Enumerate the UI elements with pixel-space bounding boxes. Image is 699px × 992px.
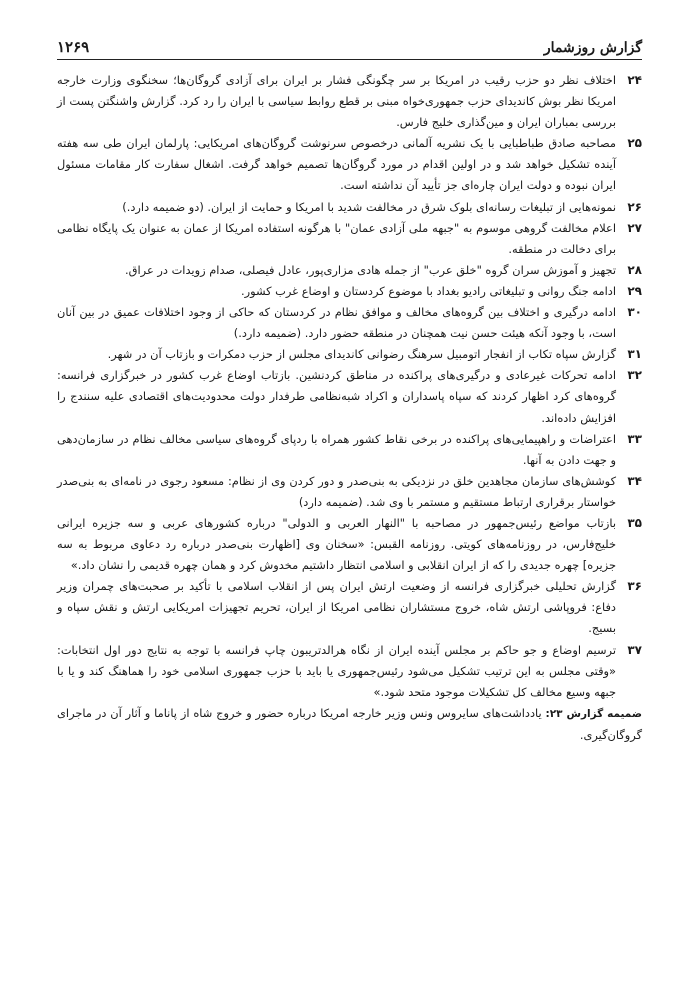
item-number: ۳۱: [627, 347, 642, 362]
item-number: ۳۳: [627, 431, 642, 446]
report-item: [57, 260, 642, 281]
item-text: تجهیز و آموزش سران گروه "خلق عرب" از جمله هادی مزاری‌پور، عادل فیصلی، صدام زویدات در عراق.: [125, 262, 616, 277]
report-item-list: [57, 70, 642, 703]
appendix-text: یادداشت‌های سایروس ونس وزیر خارجه امریکا درباره حضور و خروج شاه از پاناما و آثار آن در ماجرای گروگان‌گیری.: [57, 705, 642, 742]
report-item: [57, 471, 642, 513]
item-number: ۲۵: [627, 136, 642, 151]
item-number: ۲۷: [627, 220, 642, 235]
item-text: نمونه‌هایی از تبلیغات رسانه‌ای بلوک شرق در مخالفت شدید با امریکا و حمایت از ایران. (دو ضمیمه دارد.): [122, 199, 616, 214]
item-number: ۲۸: [627, 262, 642, 277]
report-item: [57, 640, 642, 703]
item-text: ترسیم اوضاع و جو حاکم بر مجلس آینده ایران از نگاه هرالدتریبون چاپ فرانسه با توجه به نتایج دور اول انتخابات: «وقتی مجلس به این ترتیب تشکیل می‌شود رئیس‌جمهوری یا باید با حزب جمهوری اسلامی خود را هماهنگ کند و یا با جبهه وسیع مخالف کل تشکیلات موجود متحد شود.»: [57, 642, 616, 699]
appendix-label: ضمیمه گزارش ۲۳:: [545, 707, 642, 720]
item-text: ادامه جنگ روانی و تبلیغاتی رادیو بغداد با موضوع کردستان و اوضاع غرب کشور.: [240, 283, 616, 298]
item-number: ۲۴: [627, 73, 642, 87]
item-number: ۳۶: [627, 579, 642, 594]
item-text: کوشش‌های سازمان مجاهدین خلق در نزدیکی به بنی‌صدر و دور کردن وی از نظام: مسعود رجوی در نامه‌ای به بنی‌صدر خواستار برقراری ارتباط مستقیم و مستمر با وی شد. (ضمیمه دارد): [57, 473, 616, 509]
report-item: [57, 429, 642, 471]
report-item: [57, 133, 642, 196]
item-text: اختلاف نظر دو حزب رقیب در امریکا بر سر چگونگی فشار بر ایران برای آزادی گروگان‌ها؛ سخنگوی وزارت خارجه امریکا نظر بوش کاندیدای حزب جمهوری‌خواه مبنی بر قطع روابط سیاسی با ایران را رد کرد. گزارش واشنگتن پست از بررسی بمباران ایران و مین‌گذاری خلیج فارس.: [57, 73, 616, 130]
item-number: ۳۰: [627, 305, 642, 320]
item-text: گزارش تحلیلی خبرگزاری فرانسه از وضعیت ارتش ایران پس از انقلاب اسلامی با تأکید بر صحبت‌های چمران وزیر دفاع: فروپاشی ارتش شاه، خروج مستشاران نظامی امریکا از ایران، تحریم تجهیزات امریکایی ارتش و نقش سپاه و بسیج.: [57, 579, 616, 636]
item-text: بازتاب مواضع رئیس‌جمهور در مصاحبه با "النهار العربی و الدولی" درباره کشورهای عربی و سه جزیره ایرانی خلیج‌فارس، در روزنامه‌های کویتی. روزنامه القبس: «سخنان وی [اظهارت بنی‌صدر درباره رد دعاوی مربوط به سه جزیره] چهره جدیدی را که از ایران انقلابی و اسلامی انتظار داشتیم مخدوش کرد و همان چهره قدیمی را نشان داد.»: [57, 515, 616, 573]
appendix-note: [57, 703, 642, 746]
report-item: [57, 576, 642, 639]
item-number: ۲۹: [627, 283, 642, 298]
item-text: اعلام مخالفت گروهی موسوم به "جبهه ملی آزادی عمان" با هرگونه استفاده امریکا از عمان به عنوان یک پایگاه نظامی برای دخالت در منطقه.: [57, 220, 616, 256]
report-item: [57, 344, 642, 365]
item-text: مصاحبه صادق طباطبایی با یک نشریه آلمانی درخصوص سرنوشت گروگان‌های امریکایی: پارلمان ایران طی سه هفته آینده تشکیل خواهد شد و در اولین اقدام در مورد گروگان‌ها تصمیم خواهد گرفت. اشغال سفارت کار مقامات مسئول ایران نبوده و دولت ایران چاره‌ای جز تأیید آن نداشته است.: [57, 136, 616, 193]
item-number: ۳۲: [627, 368, 642, 383]
item-text: ادامه تحرکات غیرعادی و درگیری‌های پراکنده در مناطق کردنشین. بازتاب اوضاع غرب کشور در خبرگزاری فرانسه: گروه‌های کرد اظهار کردند که سپاه پاسداران و اکراد شبه‌نظامی طرفدار دولت محدودیت‌های اقتصادی علیه سنندج را افزایش داده‌اند.: [57, 368, 616, 425]
report-item: [57, 513, 642, 576]
item-text: گزارش سپاه تکاب از انفجار اتومبیل سرهنگ رضوانی کاندیدای مجلس از حزب دمکرات و بازتاب آن در شهر.: [107, 347, 616, 362]
report-item: [57, 281, 642, 302]
report-item: [57, 365, 642, 428]
page-header: [57, 30, 642, 60]
item-number: ۳۵: [627, 515, 642, 530]
item-number: ۳۷: [627, 642, 642, 657]
page-number: ۱۲۶۹: [57, 38, 90, 56]
item-number: ۲۶: [627, 199, 642, 214]
document-page: [57, 30, 642, 980]
report-item: [57, 302, 642, 344]
running-title: گزارش روزشمار: [543, 40, 642, 56]
item-number: ۳۴: [627, 473, 642, 488]
report-item: [57, 218, 642, 260]
report-item: [57, 197, 642, 218]
item-text: اعتراضات و راهپیمایی‌های پراکنده در برخی نقاط کشور همراه با ردپای گروه‌های سیاسی مخالف نظام در سازمان‌دهی و جهت دادن به آنها.: [57, 431, 616, 467]
report-item: [57, 70, 642, 133]
item-text: ادامه درگیری و اختلاف بین گروه‌های مخالف و موافق نظام در کردستان که حاکی از وجود اختلافات عمیق در بین آنان است، با وجود آنکه هیئت حسن نیت همچنان در منطقه حضور دارد. (ضمیمه دارد.): [57, 305, 616, 341]
